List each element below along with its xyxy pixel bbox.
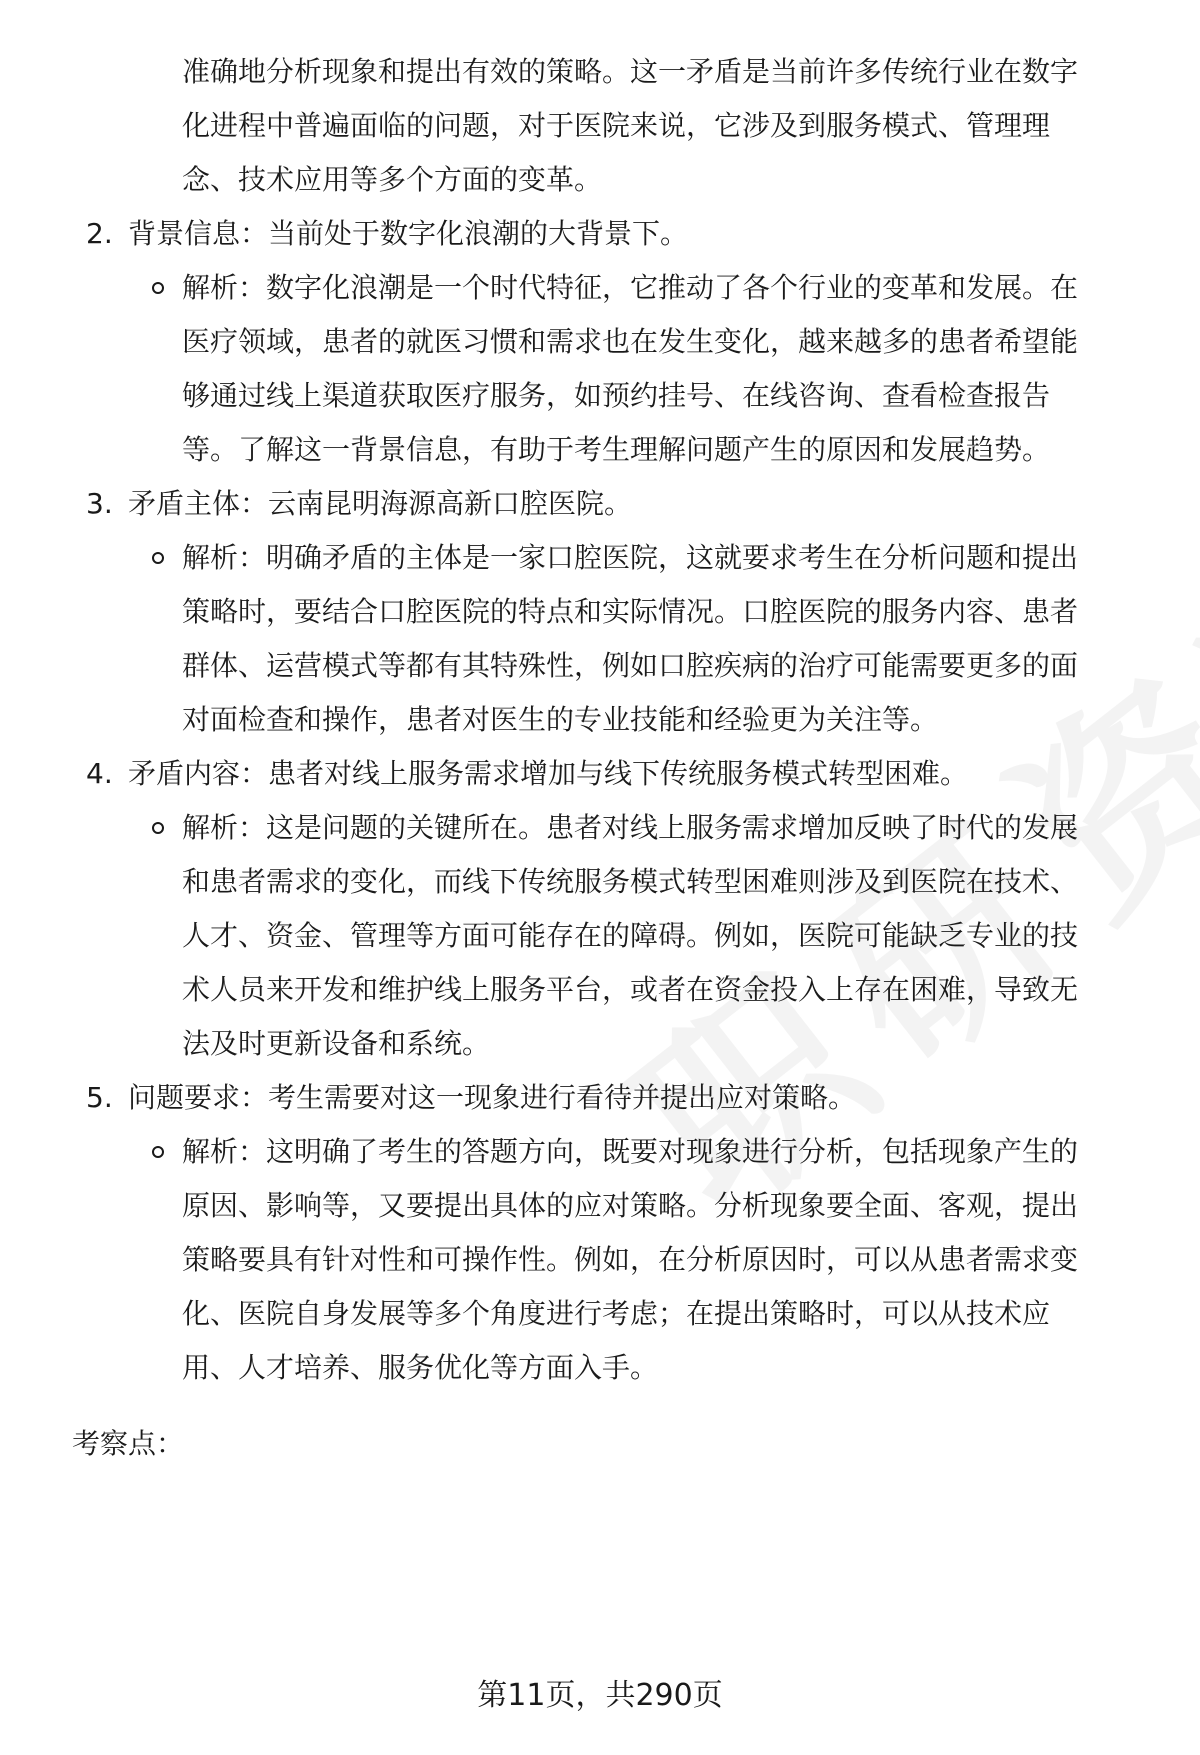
page-number-footer: 第11页，共290页 (477, 1678, 723, 1713)
analysis-line: 对面检查和操作，患者对医生的专业技能和经验更为关注等。 (182, 703, 939, 736)
analysis-line: 医疗领域，患者的就医习惯和需求也在发生变化，越来越多的患者希望能 (182, 325, 1079, 358)
bullet-icon (152, 282, 164, 294)
analysis-line: 和患者需求的变化，而线下传统服务模式转型困难则涉及到医院在技术、 (182, 865, 1079, 898)
bullet-icon (152, 552, 164, 564)
bullet-icon (152, 1146, 164, 1158)
analysis-line: 解析：这明确了考生的答题方向，既要对现象进行分析，包括现象产生的 (182, 1135, 1079, 1168)
intro-line: 念、技术应用等多个方面的变革。 (182, 163, 603, 196)
item-text: 矛盾内容：患者对线上服务需求增加与线下传统服务模式转型困难。 (128, 757, 969, 790)
item-number: 3. (86, 487, 113, 520)
analysis-line: 策略要具有针对性和可操作性。例如，在分析原因时，可以从患者需求变 (182, 1243, 1079, 1276)
analysis-line: 人才、资金、管理等方面可能存在的障碍。例如，医院可能缺乏专业的技 (182, 919, 1079, 952)
analysis-line: 等。了解这一背景信息，有助于考生理解问题产生的原因和发展趋势。 (182, 433, 1051, 466)
item-text: 背景信息：当前处于数字化浪潮的大背景下。 (128, 217, 689, 250)
analysis-line: 化、医院自身发展等多个角度进行考虑；在提出策略时，可以从技术应 (182, 1297, 1051, 1330)
item-number: 2. (86, 217, 113, 250)
item-number: 4. (86, 757, 113, 790)
analysis-line: 够通过线上渠道获取医疗服务，如预约挂号、在线咨询、查看检查报告 (182, 379, 1051, 412)
item-text: 问题要求：考生需要对这一现象进行看待并提出应对策略。 (128, 1081, 857, 1114)
analysis-line: 法及时更新设备和系统。 (182, 1027, 491, 1060)
analysis-line: 用、人才培养、服务优化等方面入手。 (182, 1351, 659, 1384)
intro-line: 准确地分析现象和提出有效的策略。这一矛盾是当前许多传统行业在数字 (182, 55, 1079, 88)
bullet-icon (152, 822, 164, 834)
intro-line: 化进程中普遍面临的问题，对于医院来说，它涉及到服务模式、管理理 (182, 109, 1051, 142)
analysis-line: 术人员来开发和维护线上服务平台，或者在资金投入上存在困难，导致无 (182, 973, 1079, 1006)
item-number: 5. (86, 1081, 113, 1114)
analysis-line: 解析：这是问题的关键所在。患者对线上服务需求增加反映了时代的发展 (182, 811, 1079, 844)
analysis-line: 解析：数字化浪潮是一个时代特征，它推动了各个行业的变革和发展。在 (182, 271, 1079, 304)
section-heading: 考察点： (72, 1427, 185, 1460)
item-text: 矛盾主体：云南昆明海源高新口腔医院。 (128, 487, 633, 520)
analysis-line: 解析：明确矛盾的主体是一家口腔医院，这就要求考生在分析问题和提出 (182, 541, 1079, 574)
analysis-line: 原因、影响等，又要提出具体的应对策略。分析现象要全面、客观，提出 (182, 1189, 1079, 1222)
analysis-line: 群体、运营模式等都有其特殊性，例如口腔疾病的治疗可能需要更多的面 (182, 649, 1079, 682)
analysis-line: 策略时，要结合口腔医院的特点和实际情况。口腔医院的服务内容、患者 (182, 595, 1079, 628)
